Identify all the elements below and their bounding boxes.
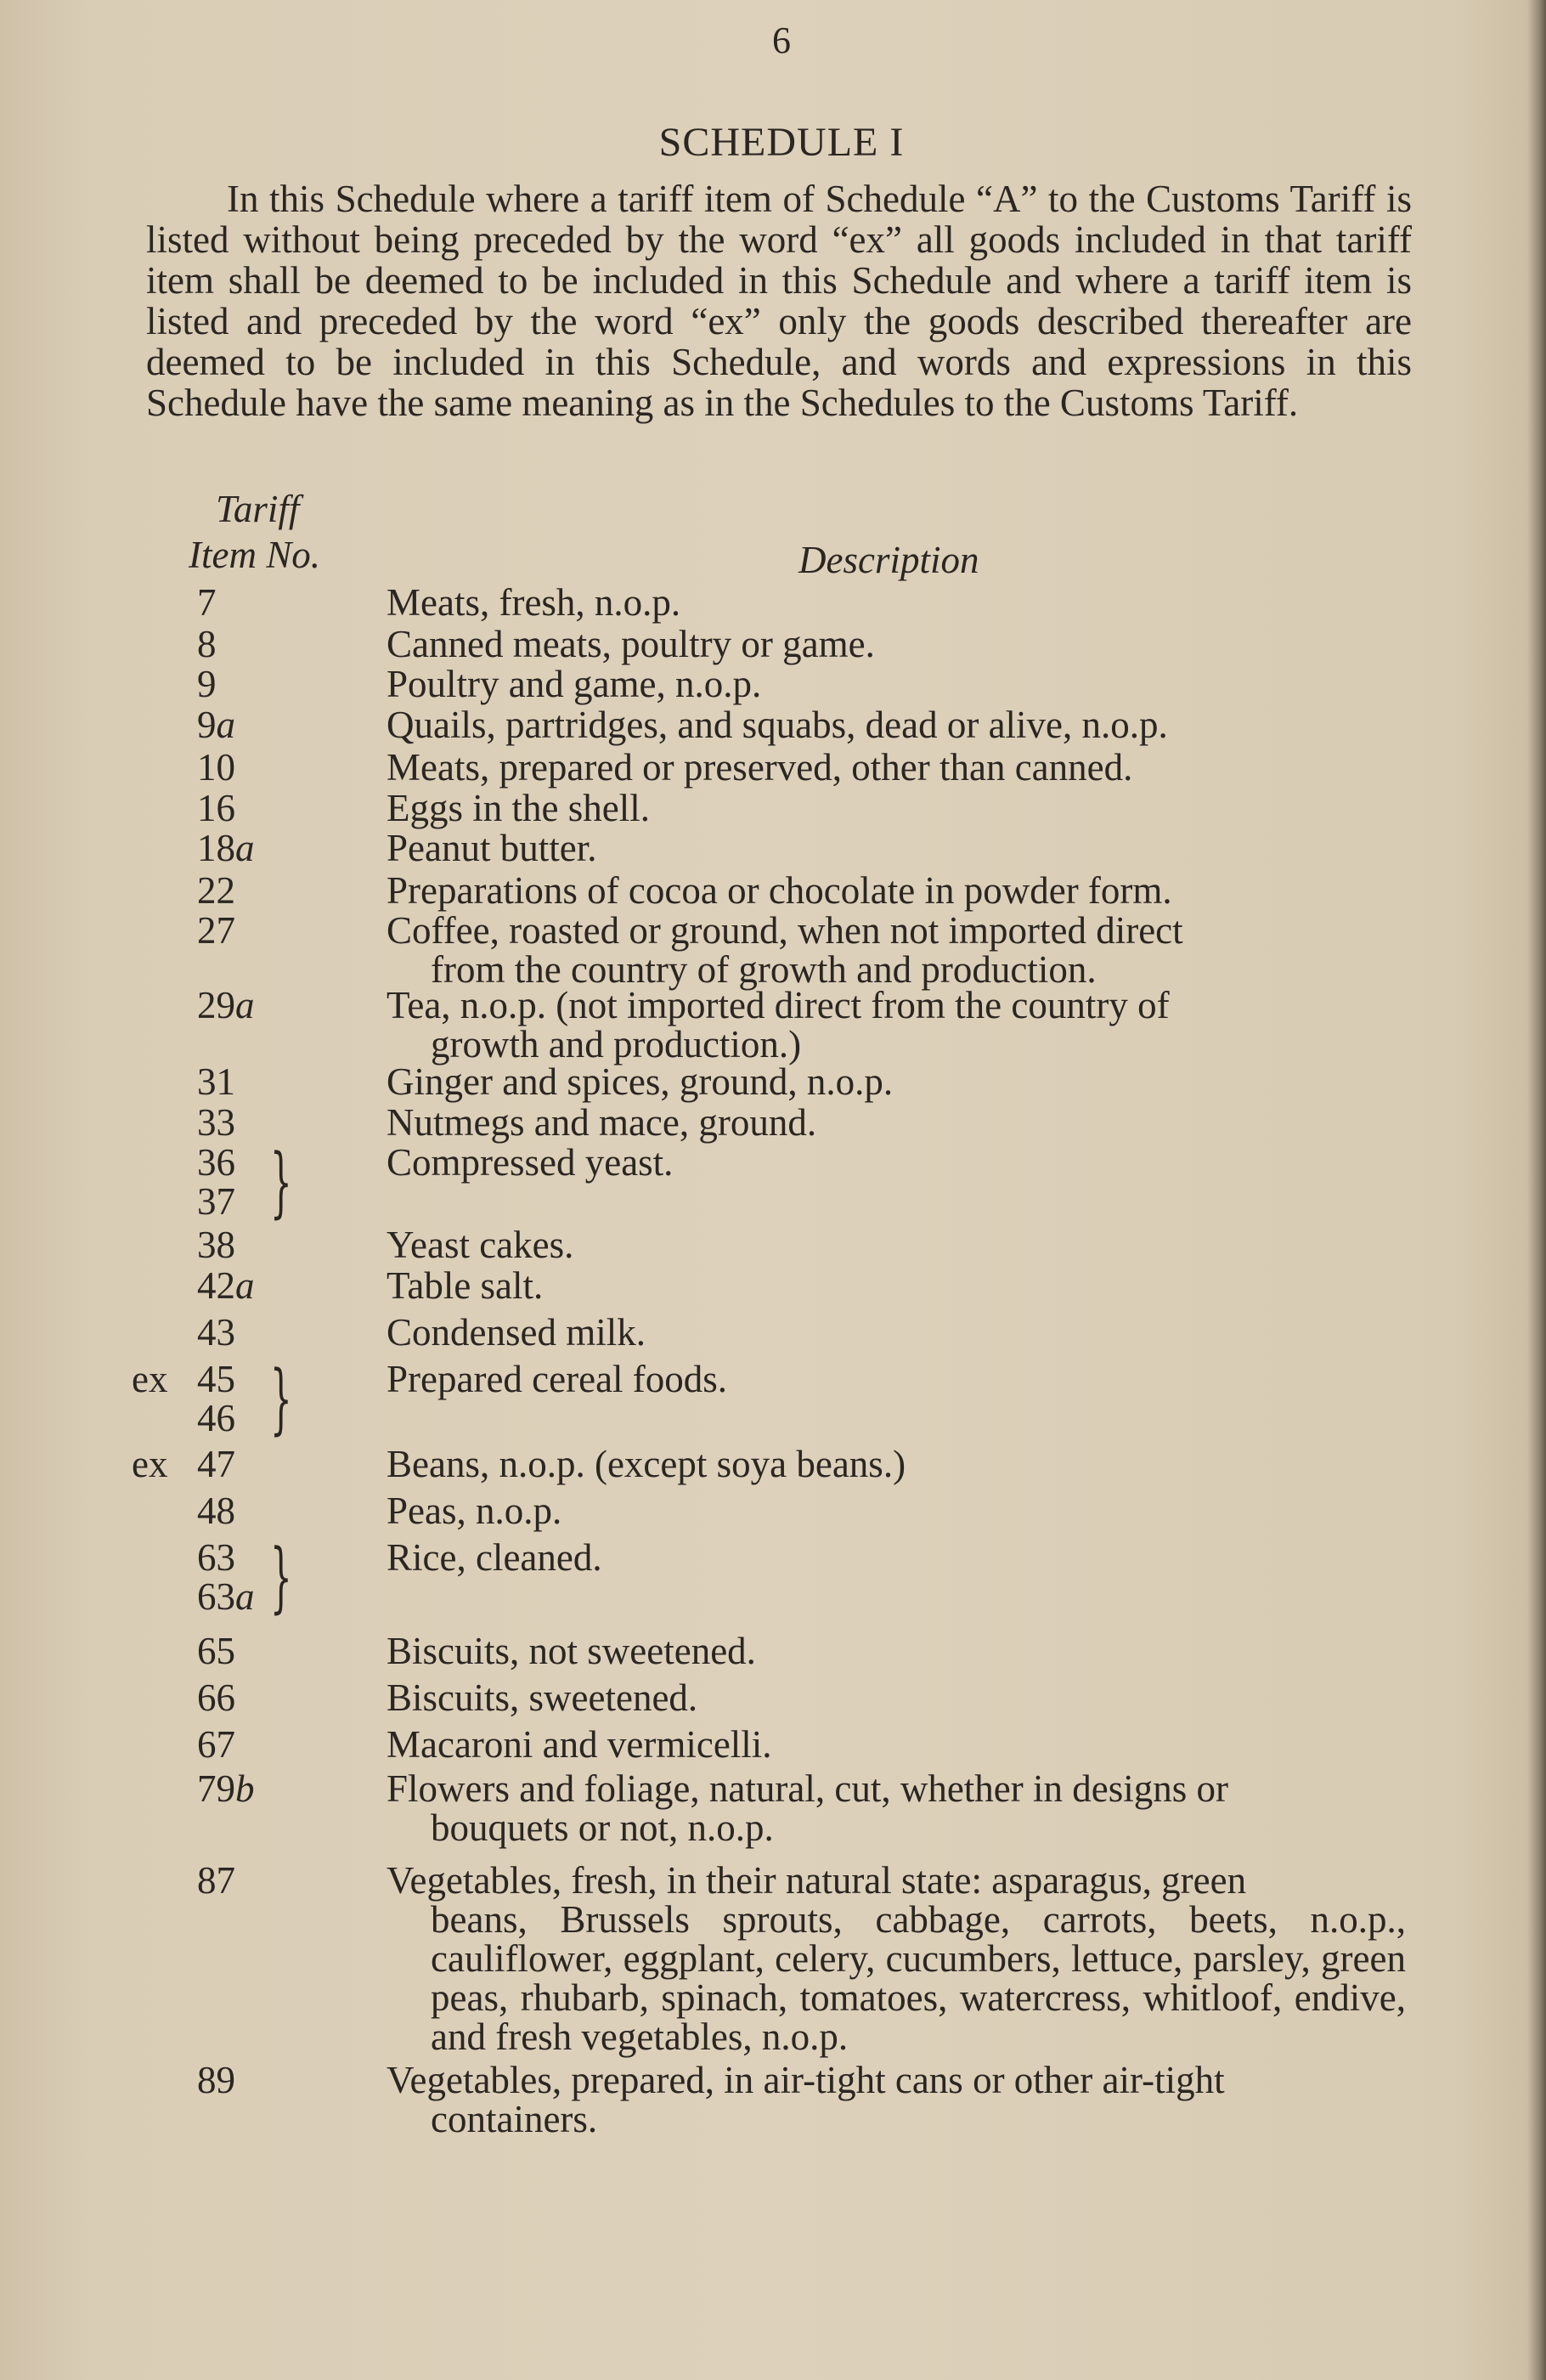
description-cell xyxy=(386,583,1406,622)
item-number: 45 xyxy=(197,1358,235,1400)
description-continuation: containers. xyxy=(431,2098,598,2140)
tariff-item-cell xyxy=(197,1266,308,1305)
item-number: 27 xyxy=(197,909,235,952)
description-text: Eggs in the shell. xyxy=(386,787,650,829)
description-text: Condensed milk. xyxy=(386,1311,646,1354)
item-number: 10 xyxy=(197,746,235,789)
item-number: 38 xyxy=(197,1224,235,1266)
description-text: Nutmegs and mace, ground. xyxy=(386,1101,817,1144)
tariff-item-cell xyxy=(197,911,308,950)
tariff-item-cell xyxy=(197,789,308,828)
ex-marker: ex xyxy=(132,1358,168,1400)
tariff-item-cell xyxy=(197,1491,308,1530)
tariff-item-cell xyxy=(197,705,308,744)
item-number: 8 xyxy=(197,623,217,665)
description-cell xyxy=(386,1103,1406,1142)
item-number: 43 xyxy=(197,1311,235,1354)
description-cell xyxy=(386,625,1406,664)
tariff-item-cell xyxy=(197,1533,308,1622)
description-cell xyxy=(386,2061,1406,2139)
item-number: 65 xyxy=(197,1630,235,1672)
description-cell xyxy=(386,1360,1406,1399)
item-number: 47 xyxy=(197,1443,235,1485)
item-suffix: b xyxy=(235,1767,255,1810)
description-text: Preparations of cocoa or chocolate in powder form. xyxy=(386,869,1172,912)
item-number: 29 xyxy=(197,984,235,1026)
description-cell xyxy=(386,1491,1406,1530)
item-number: 48 xyxy=(197,1490,235,1532)
tariff-item-cell xyxy=(197,828,308,868)
page-number: 6 xyxy=(772,20,791,61)
tariff-item-cell xyxy=(197,1861,308,1900)
description-cell xyxy=(386,1143,1406,1182)
tariff-item-cell xyxy=(197,1678,308,1717)
right-brace: } xyxy=(270,1138,292,1227)
description-cell xyxy=(386,1062,1406,1101)
intro-text: In this Schedule where a tariff item of Schedule “A” to the Customs Tariff is listed without being preceded by the word “ex” all goods included in that tariff item shall be deemed to be included in this Schedule and where a tariff item is listed and preceded by the word “ex” only the goods described thereafter are deemed to be included in this Schedule, and words and expressions in this Schedule have the same meaning as in the Schedules to the Customs Tariff. xyxy=(146,178,1412,424)
tariff-item-cell xyxy=(197,625,308,664)
description-text: Rice, cleaned. xyxy=(386,1536,602,1579)
item-number: 9 xyxy=(197,663,217,705)
description-header: Description xyxy=(798,539,979,581)
item-number: 36 xyxy=(197,1141,235,1184)
tariff-item-cell xyxy=(197,1225,308,1264)
description-cell xyxy=(386,705,1406,744)
description-text: Meats, fresh, n.o.p. xyxy=(386,581,681,624)
description-cell xyxy=(386,1313,1406,1352)
description-cell xyxy=(386,1678,1406,1717)
description-cell xyxy=(386,828,1406,868)
item-number: 66 xyxy=(197,1676,235,1719)
tariff-item-cell xyxy=(197,748,308,787)
item-number: 37 xyxy=(197,1180,235,1223)
description-text: Yeast cakes. xyxy=(386,1224,574,1266)
item-number: 31 xyxy=(197,1060,235,1103)
description-text: Canned meats, poultry or game. xyxy=(386,623,875,665)
description-text: Poultry and game, n.o.p. xyxy=(386,663,762,705)
ex-marker: ex xyxy=(132,1443,168,1485)
item-suffix: a xyxy=(235,1575,255,1618)
tariff-item-cell xyxy=(197,2061,308,2100)
intro-paragraph xyxy=(146,178,1412,423)
item-suffix: a xyxy=(235,984,255,1026)
tariff-item-cell xyxy=(197,1631,308,1671)
description-cell xyxy=(386,911,1406,989)
description-text: Vegetables, prepared, in air-tight cans or other air-tight xyxy=(386,2059,1225,2101)
description-text: Peas, n.o.p. xyxy=(386,1490,562,1532)
description-text: Biscuits, not sweetened. xyxy=(386,1630,756,1672)
description-continuation: bouquets or not, n.o.p. xyxy=(431,1806,774,1849)
tariff-item-cell xyxy=(197,871,308,910)
description-cell xyxy=(386,664,1406,704)
item-number: 7 xyxy=(197,581,217,624)
description-cell xyxy=(386,1225,1406,1264)
description-text: Coffee, roasted or ground, when not imported direct xyxy=(386,909,1183,952)
description-cell xyxy=(386,1266,1406,1305)
item-number: 22 xyxy=(197,869,235,912)
description-text: Quails, partridges, and squabs, dead or alive, n.o.p. xyxy=(386,704,1168,746)
description-cell xyxy=(386,1725,1406,1764)
right-brace: } xyxy=(270,1354,292,1444)
tariff-item-cell xyxy=(197,1444,308,1484)
page-edge-shadow xyxy=(1527,0,1546,2380)
description-text: Table salt. xyxy=(386,1264,544,1307)
right-brace: } xyxy=(270,1533,292,1622)
tariff-header-line2: Item No. xyxy=(189,534,320,576)
tariff-item-cell xyxy=(197,583,308,622)
description-text: Vegetables, fresh, in their natural state: asparagus, green xyxy=(386,1859,1247,1902)
tariff-item-cell xyxy=(197,1103,308,1142)
tariff-item-cell xyxy=(197,1354,308,1444)
tariff-item-cell xyxy=(197,1062,308,1101)
tariff-item-cell xyxy=(197,664,308,704)
tariff-item-cell xyxy=(197,986,308,1025)
item-number: 18 xyxy=(197,827,235,869)
description-text: Flowers and foliage, natural, cut, whether in designs or xyxy=(386,1767,1228,1810)
description-text: Compressed yeast. xyxy=(386,1141,674,1184)
item-number: 16 xyxy=(197,787,235,829)
description-text: Beans, n.o.p. (except soya beans.) xyxy=(386,1443,906,1485)
item-number: 33 xyxy=(197,1101,235,1144)
description-continuation: beans, Brussels sprouts, cabbage, carrots, beets, n.o.p., cauliflower, eggplant, celery, cucumbers, lettuce, parsley, green peas, rhubarb, spinach, tomatoes, watercress, whitloof, endive, and fresh vegetables, n.o.p. xyxy=(431,1898,1406,2058)
description-cell xyxy=(386,748,1406,787)
description-text: Tea, n.o.p. (not imported direct from the country of xyxy=(386,984,1170,1026)
item-number: 87 xyxy=(197,1859,235,1902)
tariff-item-header xyxy=(189,486,350,578)
item-number: 42 xyxy=(197,1264,235,1307)
description-cell xyxy=(386,1631,1406,1671)
description-cell xyxy=(386,789,1406,828)
item-suffix: a xyxy=(235,1264,255,1307)
item-number: 89 xyxy=(197,2059,235,2101)
tariff-item-cell xyxy=(197,1138,308,1227)
tariff-header-line1: Tariff xyxy=(216,488,300,530)
tariff-item-cell xyxy=(197,1313,308,1352)
description-cell xyxy=(386,871,1406,910)
description-text: Macaroni and vermicelli. xyxy=(386,1723,772,1766)
tariff-item-cell xyxy=(197,1725,308,1764)
description-cell xyxy=(386,1861,1406,2056)
description-continuation: from the country of growth and production. xyxy=(431,948,1097,991)
item-number: 9 xyxy=(197,704,217,746)
description-cell xyxy=(386,1444,1406,1484)
description-text: Biscuits, sweetened. xyxy=(386,1676,698,1719)
description-text: Prepared cereal foods. xyxy=(386,1358,728,1400)
description-text: Ginger and spices, ground, n.o.p. xyxy=(386,1060,894,1103)
description-text: Peanut butter. xyxy=(386,827,597,869)
item-number: 63 xyxy=(197,1536,235,1579)
item-number: 46 xyxy=(197,1397,235,1439)
description-cell xyxy=(386,986,1406,1064)
description-cell xyxy=(386,1769,1406,1847)
item-suffix: a xyxy=(235,827,255,869)
item-number: 79 xyxy=(197,1767,235,1810)
item-number: 63 xyxy=(197,1575,235,1618)
tariff-item-cell xyxy=(197,1769,308,1808)
description-cell xyxy=(386,1538,1406,1577)
schedule-title: SCHEDULE I xyxy=(658,120,905,165)
description-text: Meats, prepared or preserved, other than canned. xyxy=(386,746,1133,789)
item-number: 67 xyxy=(197,1723,235,1766)
description-continuation: growth and production.) xyxy=(431,1023,802,1066)
item-suffix: a xyxy=(216,704,235,746)
